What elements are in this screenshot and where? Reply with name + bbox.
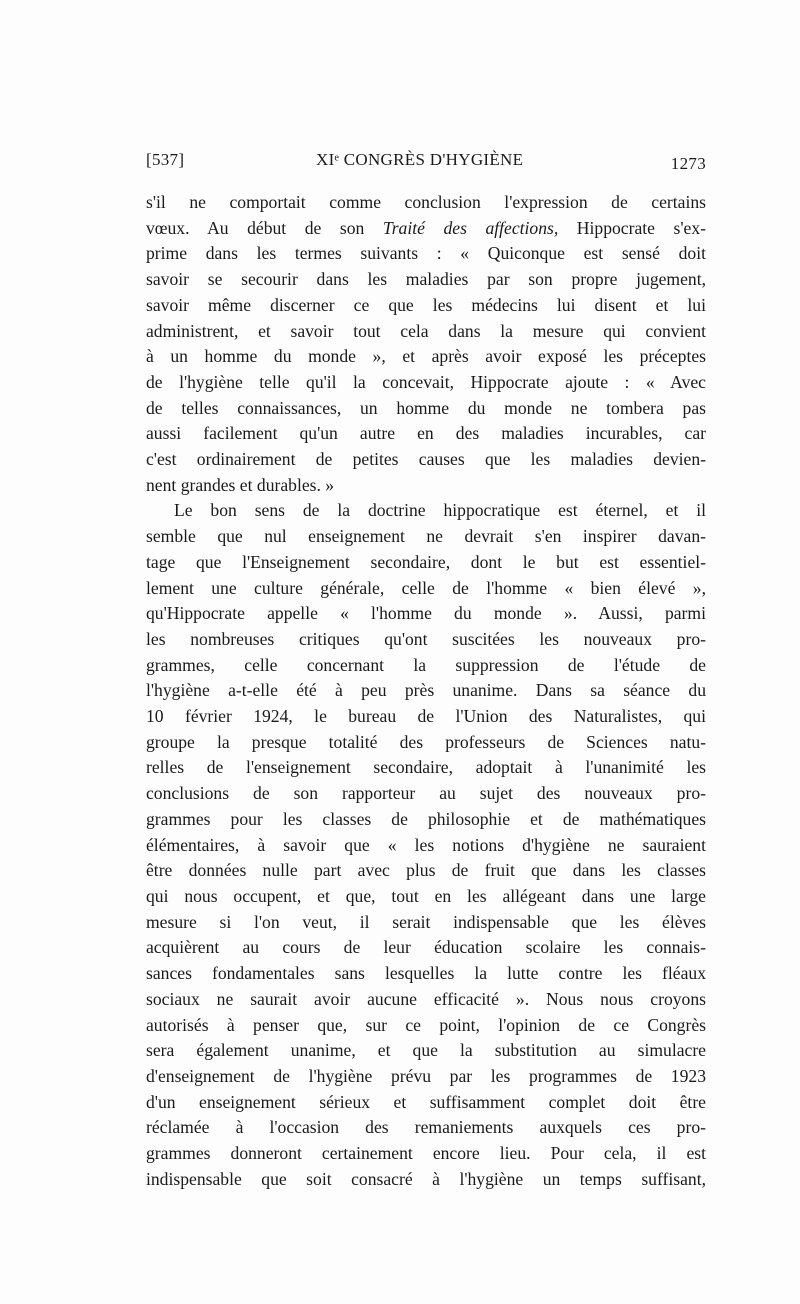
text-line: sera également unanime, et que la substitution au simulacre bbox=[146, 1040, 706, 1061]
text-line: 10 février 1924, le bureau de l'Union des Naturalistes, qui bbox=[146, 706, 706, 727]
text-line: administrent, et savoir tout cela dans la mesure qui convient bbox=[146, 320, 706, 341]
text-line: lement une culture générale, celle de l'homme « bien élevé », bbox=[146, 577, 706, 598]
text-line: de l'hygiène telle qu'il la concevait, Hippocrate ajoute : « Avec bbox=[146, 371, 706, 392]
text-line: mesure si l'on veut, il serait indispensable que les élèves bbox=[146, 911, 706, 932]
text-line: réclamée à l'occasion des remaniements auxquels ces pro- bbox=[146, 1117, 706, 1138]
text-line: c'est ordinairement de petites causes que les maladies devien- bbox=[146, 449, 706, 470]
text-line: prime dans les termes suivants : « Quiconque est sensé doit bbox=[146, 243, 706, 264]
text-line: s'il ne comportait comme conclusion l'expression de certains bbox=[146, 192, 706, 212]
text-line: autorisés à penser que, sur ce point, l'opinion de ce Congrès bbox=[146, 1014, 706, 1035]
text-line: de telles connaissances, un homme du monde ne tombera pas bbox=[146, 397, 706, 418]
text-line: grammes, celle concernant la suppression de l'étude de bbox=[146, 654, 706, 675]
text-line: l'hygiène a-t-elle été à peu près unanime. Dans sa séance du bbox=[146, 680, 706, 701]
running-title: XIᵉ CONGRÈS D'HYGIÈNE bbox=[316, 150, 524, 169]
paragraph-1 bbox=[146, 190, 706, 498]
text-line: semble que nul enseignement ne devrait s'en inspirer davan- bbox=[146, 526, 706, 547]
text-line bbox=[146, 216, 706, 242]
text-line: indispensable que soit consacré à l'hygiène un temps suffisant, bbox=[146, 1168, 706, 1189]
text-line: qui nous occupent, et que, tout en les allégeant dans une large bbox=[146, 885, 706, 906]
text-segment: Hippocrate s'ex- bbox=[558, 217, 706, 238]
text-line: être données nulle part avec plus de fruit que dans les classes bbox=[146, 860, 706, 881]
text-segment: vœux. Au début de son bbox=[146, 217, 383, 238]
text-line: nent grandes et durables. » bbox=[146, 474, 335, 495]
text-line: grammes donneront certainement encore lieu. Pour cela, il est bbox=[146, 1143, 706, 1164]
text-line: d'un enseignement sérieux et suffisamment complet doit être bbox=[146, 1091, 706, 1112]
text-line: sances fondamentales sans lesquelles la lutte contre les fléaux bbox=[146, 963, 706, 984]
text-line: groupe la presque totalité des professeurs de Sciences natu- bbox=[146, 731, 706, 752]
body-text bbox=[146, 190, 706, 1192]
page-reference: [537] bbox=[146, 150, 185, 169]
text-line: qu'Hippocrate appelle « l'homme du monde ». Aussi, parmi bbox=[146, 603, 706, 624]
text-line: acquièrent au cours de leur éducation scolaire les connais- bbox=[146, 937, 706, 958]
book-title-italic: Traité des affections, bbox=[382, 217, 559, 238]
text-line: Le bon sens de la doctrine hippocratique est éternel, et il bbox=[174, 500, 706, 521]
running-header bbox=[146, 150, 706, 176]
text-line: relles de l'enseignement secondaire, adoptait à l'unanimité les bbox=[146, 757, 706, 778]
text-line: savoir même discerner ce que les médecins lui disent et lui bbox=[146, 294, 706, 315]
page-number: 1273 bbox=[670, 154, 706, 173]
text-line: conclusions de son rapporteur au sujet des nouveaux pro- bbox=[146, 783, 706, 804]
text-line: savoir se secourir dans les maladies par son propre jugement, bbox=[146, 269, 706, 290]
text-line: sociaux ne saurait avoir aucune efficacité ». Nous nous croyons bbox=[146, 988, 706, 1009]
text-line: les nombreuses critiques qu'ont suscitées les nouveaux pro- bbox=[146, 628, 706, 649]
text-line: aussi facilement qu'un autre en des maladies incurables, car bbox=[146, 423, 706, 444]
text-line: grammes pour les classes de philosophie et de mathématiques bbox=[146, 808, 706, 829]
paragraph-2 bbox=[146, 498, 706, 1192]
text-line: élémentaires, à savoir que « les notions d'hygiène ne sauraient bbox=[146, 834, 706, 855]
text-line: à un homme du monde », et après avoir exposé les préceptes bbox=[146, 346, 706, 367]
text-line: d'enseignement de l'hygiène prévu par les programmes de 1923 bbox=[146, 1065, 706, 1086]
text-line: tage que l'Enseignement secondaire, dont le but est essentiel- bbox=[146, 551, 706, 572]
